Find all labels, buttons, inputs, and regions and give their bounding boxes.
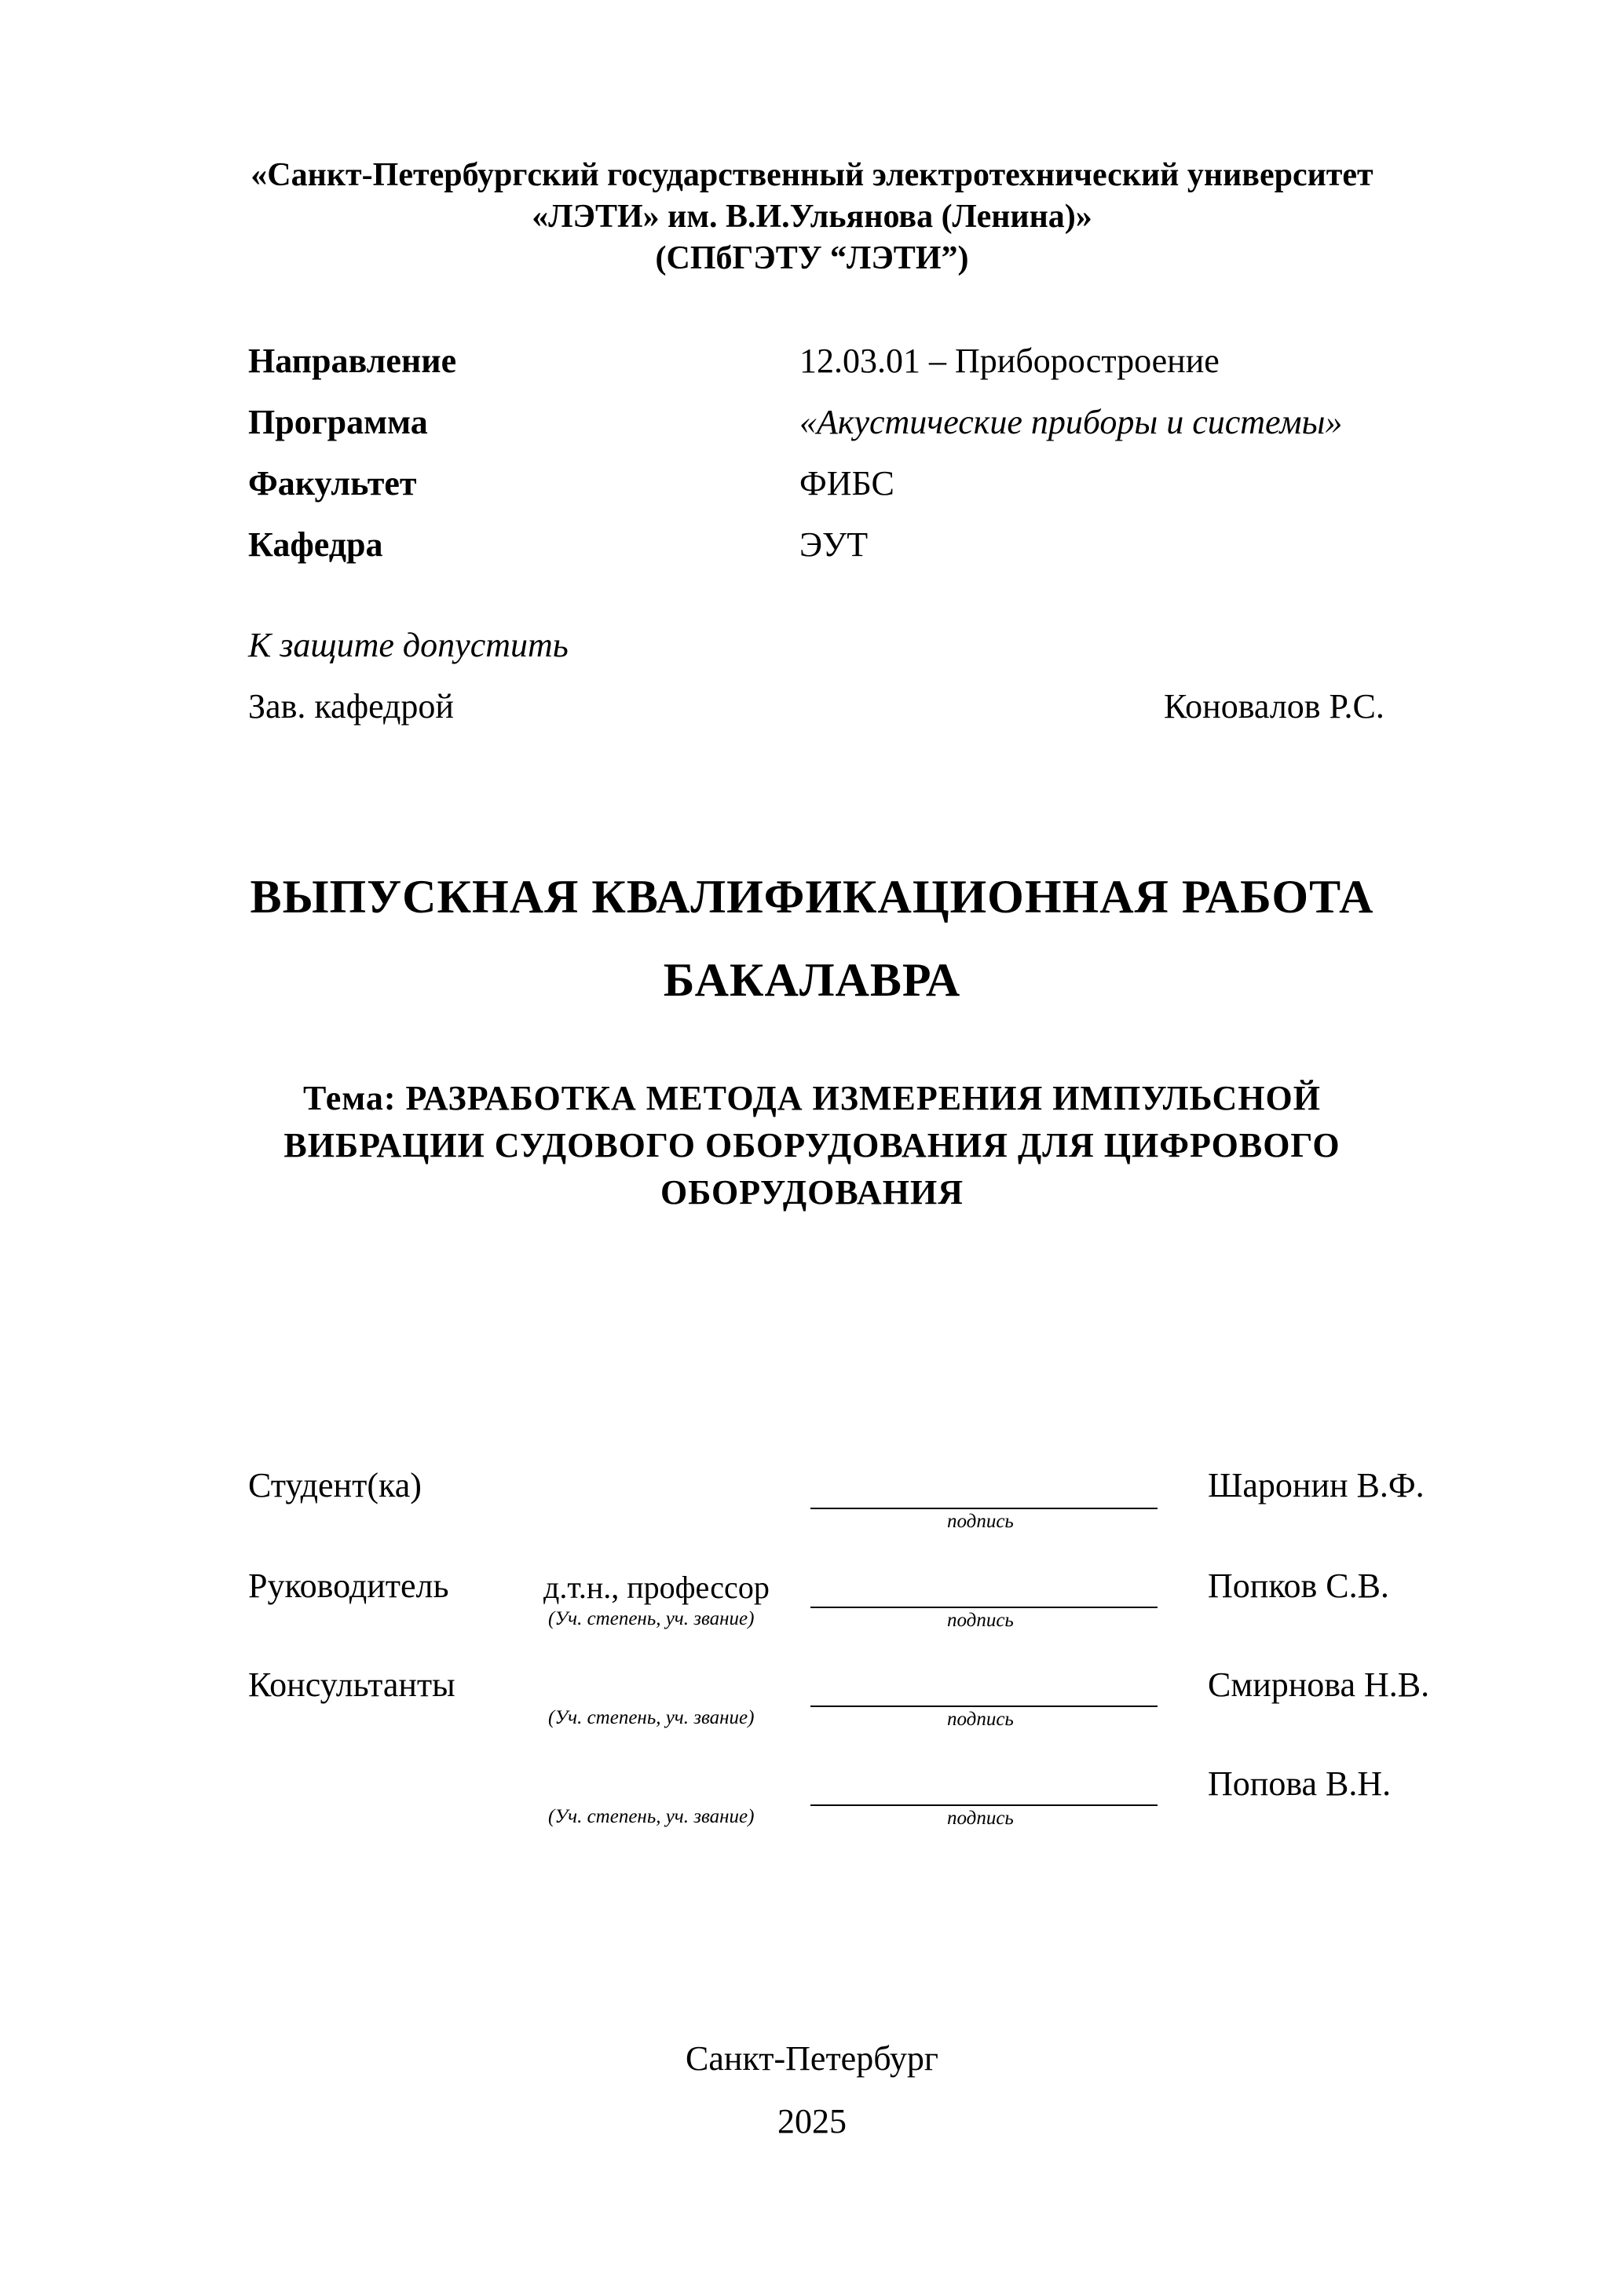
direction-value: 12.03.01 – Приборостроение	[799, 342, 1220, 380]
consultant-1-name: Смирнова Н.В.	[1208, 1665, 1430, 1704]
supervisor-degree-caption: (Уч. степень, уч. звание)	[548, 1608, 755, 1629]
consultants-label: Консультанты	[248, 1665, 455, 1704]
consultant-2-signature-line	[810, 1804, 1158, 1806]
consultant-1-signature-line	[810, 1706, 1158, 1707]
supervisor-degree: д.т.н., профессор	[543, 1570, 770, 1605]
topic-line-1: Тема: РАЗРАБОТКА МЕТОДА ИЗМЕРЕНИЯ ИМПУЛЬСНОЙ	[303, 1079, 1321, 1117]
faculty-value: ФИБС	[799, 464, 894, 503]
student-signature-line	[810, 1508, 1158, 1509]
supervisor-name: Попков С.В.	[1208, 1567, 1389, 1605]
faculty-label: Факультет	[248, 464, 417, 503]
head-of-department-name: Коновалов Р.С.	[1164, 687, 1384, 726]
consultant-2-signature-caption: подпись	[947, 1808, 1014, 1829]
department-label: Кафедра	[248, 525, 383, 564]
work-title-line-2: БАКАЛАВРА	[663, 954, 961, 1006]
consultant-1-degree-caption: (Уч. степень, уч. звание)	[548, 1707, 755, 1728]
student-signature-caption: подпись	[947, 1511, 1014, 1532]
work-title-line-1: ВЫПУСКНАЯ КВАЛИФИКАЦИОННАЯ РАБОТА	[250, 871, 1374, 923]
admission-text: К защите допустить	[248, 626, 569, 664]
program-label: Программа	[248, 403, 428, 441]
department-value: ЭУТ	[799, 525, 869, 564]
university-name-line-2: «ЛЭТИ» им. В.И.Ульянова (Ленина)»	[532, 199, 1092, 235]
direction-label: Направление	[248, 342, 457, 380]
year: 2025	[777, 2102, 847, 2141]
consultant-2-name: Попова В.Н.	[1208, 1764, 1392, 1803]
student-name: Шаронин В.Ф.	[1208, 1466, 1425, 1504]
topic-line-3: ОБОРУДОВАНИЯ	[660, 1173, 964, 1212]
university-abbreviation: (СПбГЭТУ “ЛЭТИ”)	[655, 240, 969, 276]
supervisor-label: Руководитель	[248, 1567, 449, 1605]
university-name-line-1: «Санкт-Петербургский государственный электротехнический университет	[251, 157, 1373, 193]
head-of-department-label: Зав. кафедрой	[248, 687, 454, 726]
program-value: «Акустические приборы и системы»	[799, 403, 1343, 441]
student-label: Студент(ка)	[248, 1466, 422, 1504]
consultant-1-signature-caption: подпись	[947, 1709, 1014, 1730]
supervisor-signature-line	[810, 1607, 1158, 1608]
city: Санкт-Петербург	[686, 2039, 938, 2078]
topic-line-2: ВИБРАЦИИ СУДОВОГО ОБОРУДОВАНИЯ ДЛЯ ЦИФРОВОГО	[283, 1126, 1341, 1164]
consultant-2-degree-caption: (Уч. степень, уч. звание)	[548, 1806, 755, 1827]
supervisor-signature-caption: подпись	[947, 1610, 1014, 1631]
